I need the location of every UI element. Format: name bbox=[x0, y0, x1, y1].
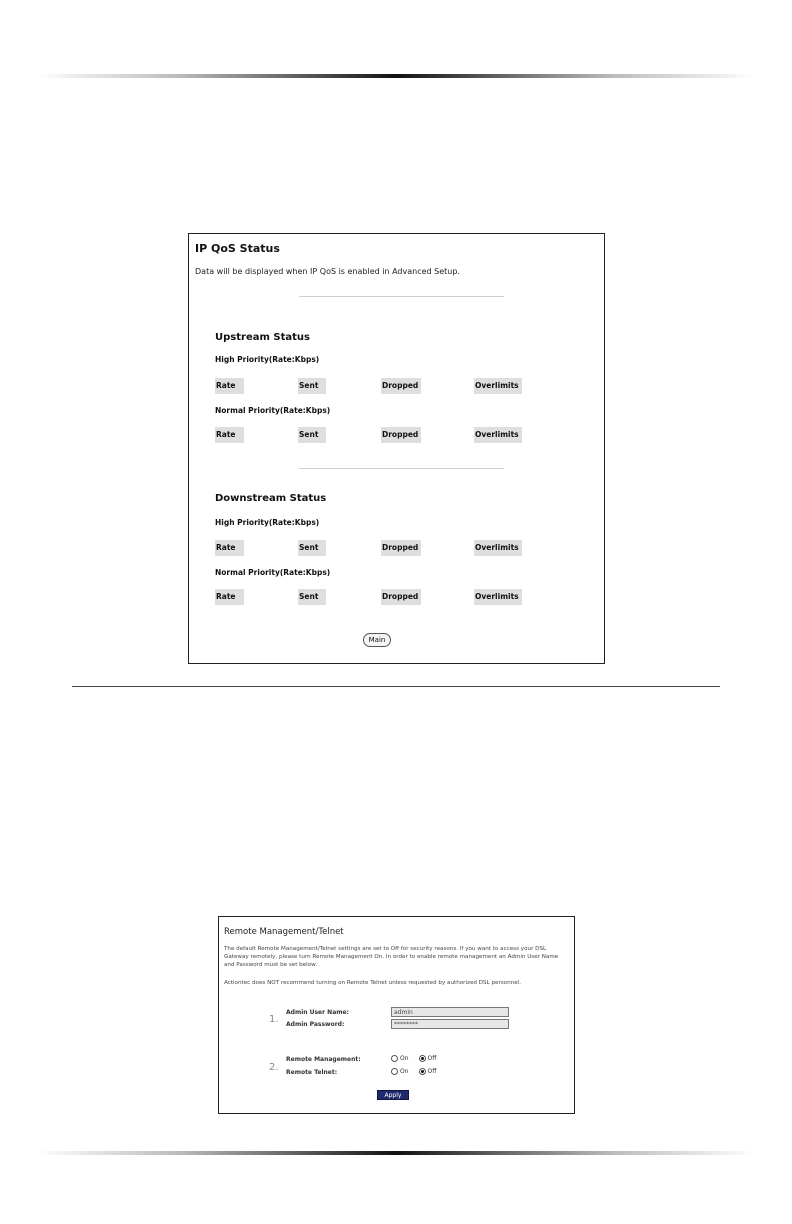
col-dropped: Dropped bbox=[381, 378, 421, 394]
footer-rule bbox=[36, 1151, 756, 1155]
step-number-2: 2. bbox=[269, 1062, 279, 1073]
col-dropped: Dropped bbox=[381, 427, 421, 443]
col-overlimits: Overlimits bbox=[474, 589, 522, 605]
off-label: Off bbox=[427, 1068, 437, 1075]
remote-management-off-option[interactable] bbox=[419, 1055, 437, 1062]
header-rule bbox=[36, 74, 756, 78]
col-sent: Sent bbox=[298, 589, 326, 605]
remote-telnet-label: Remote Telnet: bbox=[286, 1069, 338, 1076]
on-label: On bbox=[400, 1068, 409, 1075]
col-dropped: Dropped bbox=[381, 589, 421, 605]
remote-management-label: Remote Management: bbox=[286, 1056, 361, 1063]
col-sent: Sent bbox=[298, 540, 326, 556]
col-overlimits: Overlimits bbox=[474, 427, 522, 443]
downstream-normal-label: Normal Priority(Rate:Kbps) bbox=[215, 568, 331, 577]
admin-user-field[interactable] bbox=[391, 1007, 509, 1017]
remote-telnet-off-option[interactable] bbox=[419, 1068, 437, 1075]
upstream-title: Upstream Status bbox=[215, 332, 310, 343]
qos-note: Data will be displayed when IP QoS is enabled in Advanced Setup. bbox=[195, 267, 460, 276]
remote-management-radio-group bbox=[391, 1055, 446, 1062]
remote-warning: Actiontec does NOT recommend turning on Remote Telnet unless requested by authorized DSL personnel. bbox=[224, 980, 521, 986]
col-rate: Rate bbox=[215, 427, 244, 443]
col-sent: Sent bbox=[298, 427, 326, 443]
step-number-1: 1. bbox=[269, 1014, 279, 1025]
qos-separator bbox=[299, 296, 504, 297]
radio-off-icon[interactable] bbox=[419, 1055, 426, 1062]
qos-separator bbox=[299, 468, 504, 469]
radio-on-icon[interactable] bbox=[391, 1055, 398, 1062]
downstream-title: Downstream Status bbox=[215, 493, 327, 504]
ip-qos-status-panel bbox=[188, 233, 605, 664]
off-label: Off bbox=[427, 1055, 437, 1062]
col-rate: Rate bbox=[215, 378, 244, 394]
col-overlimits: Overlimits bbox=[474, 540, 522, 556]
col-rate: Rate bbox=[215, 540, 244, 556]
remote-management-panel bbox=[218, 916, 575, 1114]
upstream-normal-label: Normal Priority(Rate:Kbps) bbox=[215, 406, 331, 415]
upstream-high-label: High Priority(Rate:Kbps) bbox=[215, 355, 320, 364]
col-rate: Rate bbox=[215, 589, 244, 605]
admin-password-field[interactable] bbox=[391, 1019, 509, 1029]
on-label: On bbox=[400, 1055, 409, 1062]
apply-button[interactable]: Apply bbox=[377, 1090, 409, 1100]
admin-user-label: Admin User Name: bbox=[286, 1009, 349, 1016]
remote-telnet-radio-group bbox=[391, 1068, 446, 1075]
col-dropped: Dropped bbox=[381, 540, 421, 556]
remote-description: The default Remote Management/Telnet settings are set to Off for security reasons. If you want to access your DSL Gateway remotely, please turn Remote Management On. In order to enable remote management an Admin User Name and Password must be set below. bbox=[224, 946, 559, 968]
section-divider bbox=[72, 686, 720, 687]
radio-off-icon[interactable] bbox=[419, 1068, 426, 1075]
remote-telnet-on-option[interactable] bbox=[391, 1068, 409, 1075]
col-overlimits: Overlimits bbox=[474, 378, 522, 394]
admin-password-label: Admin Password: bbox=[286, 1021, 345, 1028]
col-sent: Sent bbox=[298, 378, 326, 394]
remote-title: Remote Management/Telnet bbox=[224, 927, 344, 937]
radio-on-icon[interactable] bbox=[391, 1068, 398, 1075]
main-button[interactable]: Main bbox=[363, 633, 391, 647]
downstream-high-label: High Priority(Rate:Kbps) bbox=[215, 518, 320, 527]
qos-title: IP QoS Status bbox=[195, 242, 280, 255]
remote-management-on-option[interactable] bbox=[391, 1055, 409, 1062]
